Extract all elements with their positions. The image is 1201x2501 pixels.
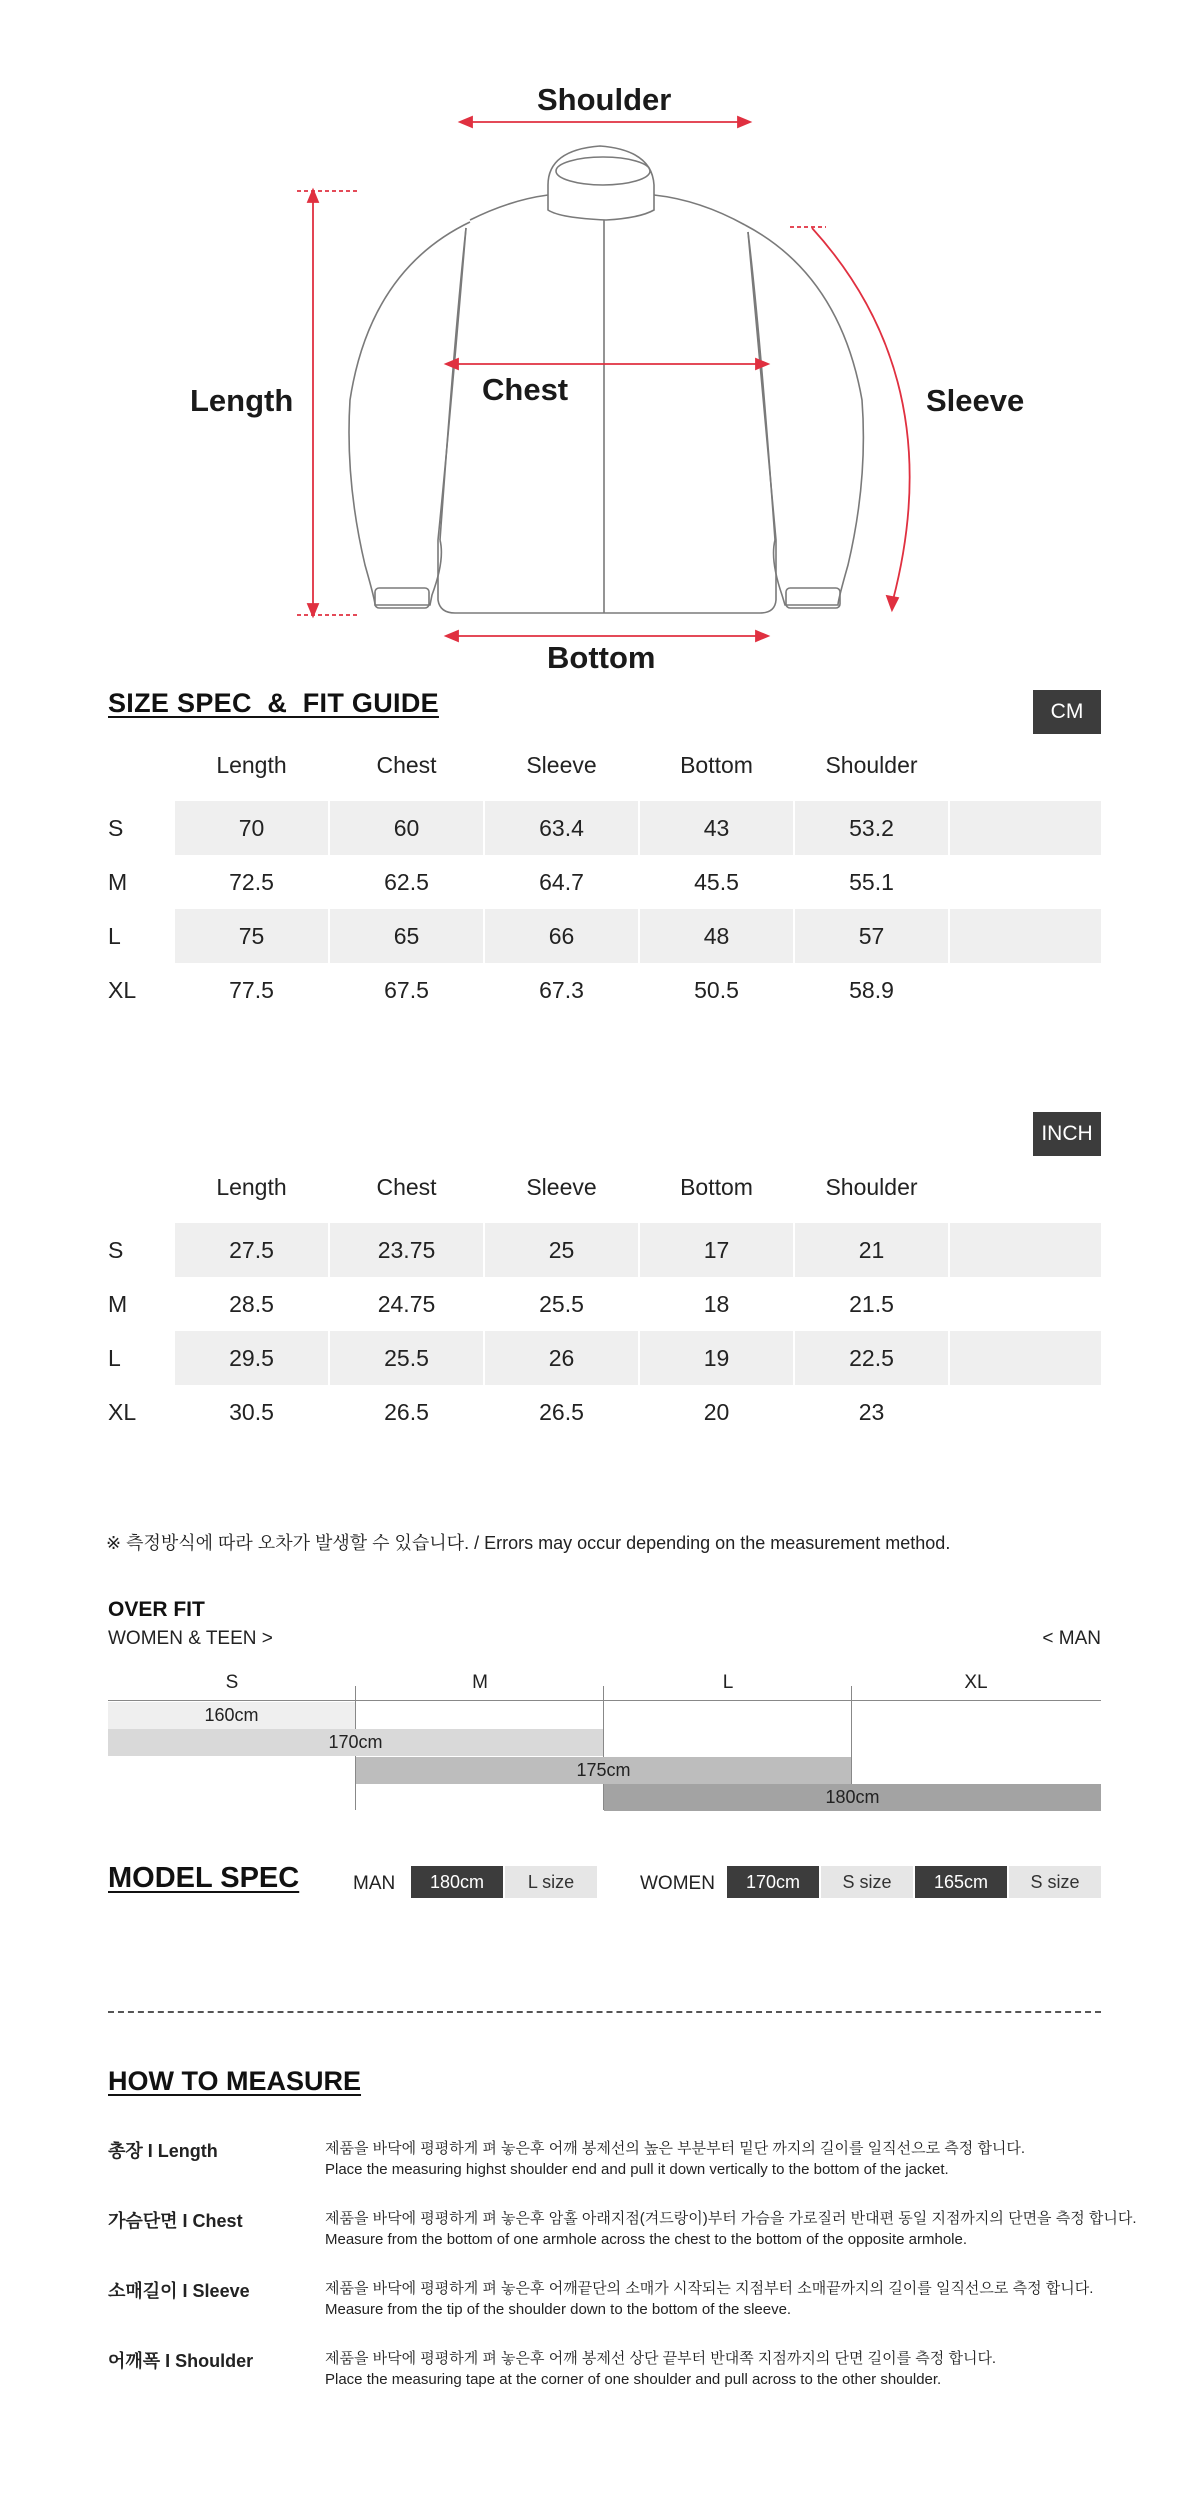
size-label: S <box>108 1237 124 1263</box>
measure-desc-en: Place the measuring highst shoulder end and pull it down vertically to the bottom of the jacket. <box>325 2161 949 2178</box>
col-shoulder: Shoulder <box>825 1174 918 1200</box>
col-chest: Chest <box>376 1174 437 1200</box>
model-man-label: MAN <box>353 1873 396 1894</box>
col-sleeve: Sleeve <box>526 752 597 778</box>
table-row <box>108 801 1101 855</box>
table-row <box>108 963 1101 1017</box>
size-label: L <box>108 923 121 949</box>
model-man-size: L size <box>505 1866 597 1898</box>
table-cell: 66 <box>485 909 638 963</box>
table-cell: 43 <box>640 801 793 855</box>
table-cell: 25.5 <box>330 1331 483 1385</box>
table-header <box>108 752 1101 792</box>
table-cell: 19 <box>640 1331 793 1385</box>
size-label: L <box>108 1345 121 1371</box>
table-cell: 58.9 <box>849 977 894 1003</box>
size-label: XL <box>108 1399 137 1425</box>
model-spec-title: MODEL SPEC <box>108 1862 300 1894</box>
measure-desc-en: Place the measuring tape at the corner of one shoulder and pull across to the other shoulder. <box>325 2371 942 2388</box>
table-cell: 70 <box>175 801 328 855</box>
empty-cell <box>950 801 1101 855</box>
height-bar-180: 180cm <box>604 1784 1101 1811</box>
table-cell: 23 <box>858 1399 885 1425</box>
measurement-note: ※ 측정방식에 따라 오차가 발생할 수 있습니다. / Errors may occur depending on the measurement method. <box>106 1533 951 1553</box>
table-cell: 77.5 <box>229 977 274 1003</box>
bottom-label: Bottom <box>547 640 656 675</box>
table-cell: 62.5 <box>384 869 429 895</box>
table-cell: 26 <box>485 1331 638 1385</box>
table-header <box>108 1174 1101 1214</box>
model-women-height-2: 165cm <box>915 1866 1007 1898</box>
table-cell: 50.5 <box>694 977 739 1003</box>
measure-desc-ko: 제품을 바닥에 평평하게 펴 놓은후 암홀 아래지점(겨드랑이)부터 가슴을 가로질러 반대편 동일 지점까지의 단면을 측정 합니다. <box>325 2210 1137 2227</box>
table-cell: 20 <box>703 1399 730 1425</box>
height-bar-170: 170cm <box>108 1729 603 1756</box>
table-row <box>108 1277 1101 1331</box>
table-cell: 48 <box>640 909 793 963</box>
measure-label: 어깨폭 I Shoulder <box>108 2351 254 2371</box>
table-cell: 17 <box>640 1223 793 1277</box>
table-cell: 75 <box>175 909 328 963</box>
col-sleeve: Sleeve <box>526 1174 597 1200</box>
how-to-measure-title: HOW TO MEASURE <box>108 2066 362 2096</box>
model-women-height-1: 170cm <box>727 1866 819 1898</box>
sleeve-label: Sleeve <box>926 383 1025 418</box>
table-cell: 64.7 <box>539 869 584 895</box>
col-bottom: Bottom <box>680 1174 753 1200</box>
table-cell: 23.75 <box>330 1223 483 1277</box>
table-cell: 25 <box>485 1223 638 1277</box>
over-fit-title: OVER FIT <box>108 1598 205 1621</box>
table-cell: 21 <box>795 1223 948 1277</box>
table-cell: 72.5 <box>229 869 274 895</box>
empty-cell <box>950 1223 1101 1277</box>
table-cell: 29.5 <box>175 1331 328 1385</box>
size-label: S <box>108 815 124 841</box>
table-cell: 26.5 <box>384 1399 429 1425</box>
size-label: XL <box>108 977 137 1003</box>
table-cell: 55.1 <box>849 869 894 895</box>
table-cell: 65 <box>330 909 483 963</box>
unit-badge-cm: CM <box>1033 690 1101 734</box>
fit-size-xl: XL <box>964 1672 988 1693</box>
table-row <box>108 1385 1101 1439</box>
table-cell: 63.4 <box>485 801 638 855</box>
measurement-diagram <box>0 0 1201 690</box>
empty-cell <box>950 909 1101 963</box>
height-bar-160: 160cm <box>108 1702 355 1729</box>
shoulder-label: Shoulder <box>537 82 672 117</box>
measure-desc-en: Measure from the tip of the shoulder down to the bottom of the sleeve. <box>325 2301 792 2318</box>
table-cell: 27.5 <box>175 1223 328 1277</box>
col-shoulder: Shoulder <box>825 752 918 778</box>
table-cell: 21.5 <box>849 1291 894 1317</box>
table-cell: 67.3 <box>539 977 584 1003</box>
size-label: M <box>108 869 128 895</box>
table-cell: 30.5 <box>229 1399 274 1425</box>
chest-label: Chest <box>482 372 569 407</box>
height-bar-175: 175cm <box>356 1757 851 1784</box>
table-cell: 24.75 <box>377 1291 436 1317</box>
table-row <box>108 855 1101 909</box>
col-length: Length <box>216 752 287 778</box>
fit-size-l: L <box>722 1672 734 1693</box>
table-cell: 25.5 <box>539 1291 584 1317</box>
man-label: < MAN <box>1042 1628 1101 1649</box>
measure-desc-ko: 제품을 바닥에 평평하게 펴 놓은후 어깨 봉제선 상단 끝부터 반대쪽 지점까지의 단면 길이를 측정 합니다. <box>325 2350 997 2367</box>
table-row <box>108 909 1101 963</box>
empty-cell <box>950 1331 1101 1385</box>
table-row <box>108 1223 1101 1277</box>
table-cell: 22.5 <box>795 1331 948 1385</box>
table-cell: 26.5 <box>539 1399 584 1425</box>
model-man-height: 180cm <box>411 1866 503 1898</box>
length-label: Length <box>190 383 294 418</box>
table-cell: 45.5 <box>694 869 739 895</box>
measure-desc-ko: 제품을 바닥에 평평하게 펴 놓은후 어깨 봉제선의 높은 부분부터 밑단 까지의 길이를 일직선으로 측정 합니다. <box>325 2140 1026 2157</box>
fit-scale-line <box>108 1700 1101 1701</box>
col-chest: Chest <box>376 752 437 778</box>
size-spec-title: SIZE SPEC & FIT GUIDE <box>108 688 439 718</box>
fit-size-s: S <box>225 1672 239 1693</box>
model-women-size-1: S size <box>821 1866 913 1898</box>
col-length: Length <box>216 1174 287 1200</box>
measure-label: 소매길이 I Sleeve <box>108 2281 250 2301</box>
table-cell: 60 <box>330 801 483 855</box>
measure-label: 총장 I Length <box>108 2141 218 2161</box>
table-row <box>108 1331 1101 1385</box>
table-cell: 57 <box>795 909 948 963</box>
unit-badge-inch: INCH <box>1033 1112 1101 1156</box>
size-label: M <box>108 1291 128 1317</box>
measure-desc-en: Measure from the bottom of one armhole across the chest to the bottom of the opposite armhole. <box>325 2231 968 2248</box>
table-cell: 67.5 <box>384 977 429 1003</box>
model-women-size-2: S size <box>1009 1866 1101 1898</box>
section-divider <box>108 2011 1101 2013</box>
measure-label: 가슴단면 I Chest <box>108 2211 243 2231</box>
women-teen-label: WOMEN & TEEN > <box>108 1628 273 1649</box>
col-bottom: Bottom <box>680 752 753 778</box>
model-women-label: WOMEN <box>640 1873 715 1894</box>
table-cell: 18 <box>703 1291 730 1317</box>
table-cell: 53.2 <box>795 801 948 855</box>
measure-desc-ko: 제품을 바닥에 평평하게 펴 놓은후 어깨끝단의 소매가 시작되는 지점부터 소매끝까지의 길이를 일직선으로 측정 합니다. <box>325 2280 1094 2297</box>
table-cell: 28.5 <box>229 1291 274 1317</box>
fit-size-m: M <box>472 1672 488 1693</box>
